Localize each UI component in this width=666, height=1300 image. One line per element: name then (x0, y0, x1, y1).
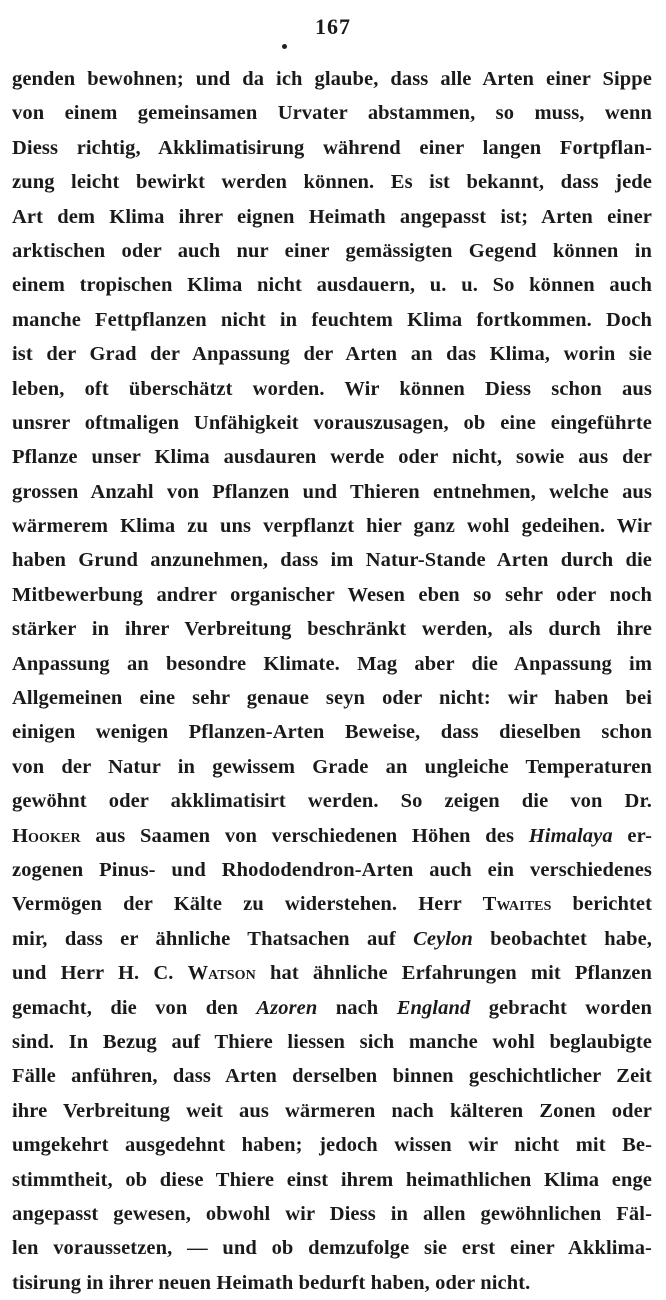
text-run: Vermögen der Kälte zu widerstehen. Herr (12, 893, 483, 916)
text-line: Pflanze unser Klima ausdauren werde oder nicht, sowie aus der (12, 446, 652, 469)
text-line: Art dem Klima ihrer eignen Heimath angepasst ist; Arten einer (12, 205, 652, 228)
text-line: Allgemeinen eine sehr genaue seyn oder nicht: wir haben bei (12, 687, 652, 710)
text-line: stärker in ihrer Verbreitung beschränkt werden, als durch ihre (12, 618, 652, 641)
place-name: Himalaya (528, 824, 613, 847)
text-run: gemacht, die von den (12, 996, 257, 1019)
text-run: mir, dass er ähnliche Thatsachen auf (12, 927, 414, 950)
text-run: berichtet (551, 893, 652, 916)
text-run: aus Saamen von verschiedenen Höhen des (80, 824, 529, 847)
text-line: grossen Anzahl von Pflanzen und Thieren entnehmen, welche aus (12, 480, 652, 503)
text-run: gebracht worden (470, 996, 652, 1019)
text-line (12, 887, 652, 921)
text-line: stimmtheit, ob diese Thiere einst ihrem heimathlichen Klima enge (12, 1168, 652, 1191)
author-name: Watson (187, 962, 256, 985)
text-line: von der Natur in gewissem Grade an ungleiche Temperaturen (12, 755, 652, 778)
text-line: wärmerem Klima zu uns verpflanzt hier ganz wohl gedeihen. Wir (12, 515, 652, 538)
text-line (12, 922, 652, 956)
text-line: sind. In Bezug auf Thiere liessen sich manche wohl beglaubigte (12, 1030, 652, 1053)
body-text (12, 62, 652, 1300)
text-line: genden bewohnen; und da ich glaube, dass alle Arten einer Sippe (12, 68, 652, 90)
text-line: Fälle anführen, dass Arten derselben binnen geschichtlicher Zeit (12, 1065, 652, 1088)
text-line: von einem gemeinsamen Urvater abstammen, so muss, wenn (12, 102, 652, 125)
text-line: Anpassung an besondre Klimate. Mag aber die Anpassung im (12, 652, 652, 675)
text-line: zung leicht bewirkt werden können. Es ist bekannt, dass jede (12, 171, 652, 194)
text-line: gewöhnt oder akklimatisirt werden. So zeigen die von Dr. (12, 790, 652, 813)
text-line: tisirung in ihrer neuen Heimath bedurft haben, oder nicht. (12, 1271, 531, 1294)
page-number: 167 (315, 14, 351, 39)
text-line: arktischen oder auch nur einer gemässigten Gegend können in (12, 239, 652, 262)
author-name: Twaites (482, 893, 552, 916)
text-line: Diess richtig, Akklimatisirung während einer langen Fortpflan- (12, 136, 652, 159)
text-line: haben Grund anzunehmen, dass im Natur-Stande Arten durch die (12, 549, 652, 572)
text-line: einigen wenigen Pflanzen-Arten Beweise, dass dieselben schon (12, 721, 652, 744)
ink-dot (282, 44, 287, 49)
place-name: England (396, 996, 471, 1019)
text-line (12, 819, 652, 853)
text-run: nach (317, 996, 397, 1019)
text-line: Mitbewerbung andrer organischer Wesen eben so sehr oder noch (12, 583, 652, 606)
text-line: unsrer oftmaligen Unfähigkeit vorauszusagen, ob eine eingeführte (12, 411, 652, 434)
text-line: einem tropischen Klima nicht ausdauern, u. u. So können auch (12, 274, 652, 297)
text-line (12, 991, 652, 1025)
text-run: er- (612, 824, 652, 847)
author-name: Hooker (12, 824, 81, 847)
text-line: umgekehrt ausgedehnt haben; jedoch wissen wir nicht mit Be- (12, 1134, 652, 1157)
place-name: Azoren (256, 996, 318, 1019)
text-line: angepasst gewesen, obwohl wir Diess in allen gewöhnlichen Fäl- (12, 1202, 652, 1225)
text-line: manche Fettpflanzen nicht in feuchtem Klima fortkommen. Doch (12, 308, 652, 331)
text-line: ihre Verbreitung weit aus wärmeren nach kälteren Zonen oder (12, 1099, 652, 1122)
text-line: ist der Grad der Anpassung der Arten an das Klima, worin sie (12, 343, 652, 366)
text-run: hat ähnliche Erfahrungen mit Pflanzen (255, 962, 652, 985)
text-run: und Herr H. C. (12, 962, 188, 985)
place-name: Ceylon (413, 927, 473, 950)
text-line: len voraussetzen, — und ob demzufolge sie erst einer Akklima- (12, 1237, 652, 1260)
text-line: leben, oft überschätzt worden. Wir können Diess schon aus (12, 377, 652, 400)
text-line: zogenen Pinus- und Rhododendron-Arten auch ein verschiedenes (12, 858, 652, 881)
text-run: beobachtet habe, (472, 927, 652, 950)
text-line (12, 956, 652, 990)
